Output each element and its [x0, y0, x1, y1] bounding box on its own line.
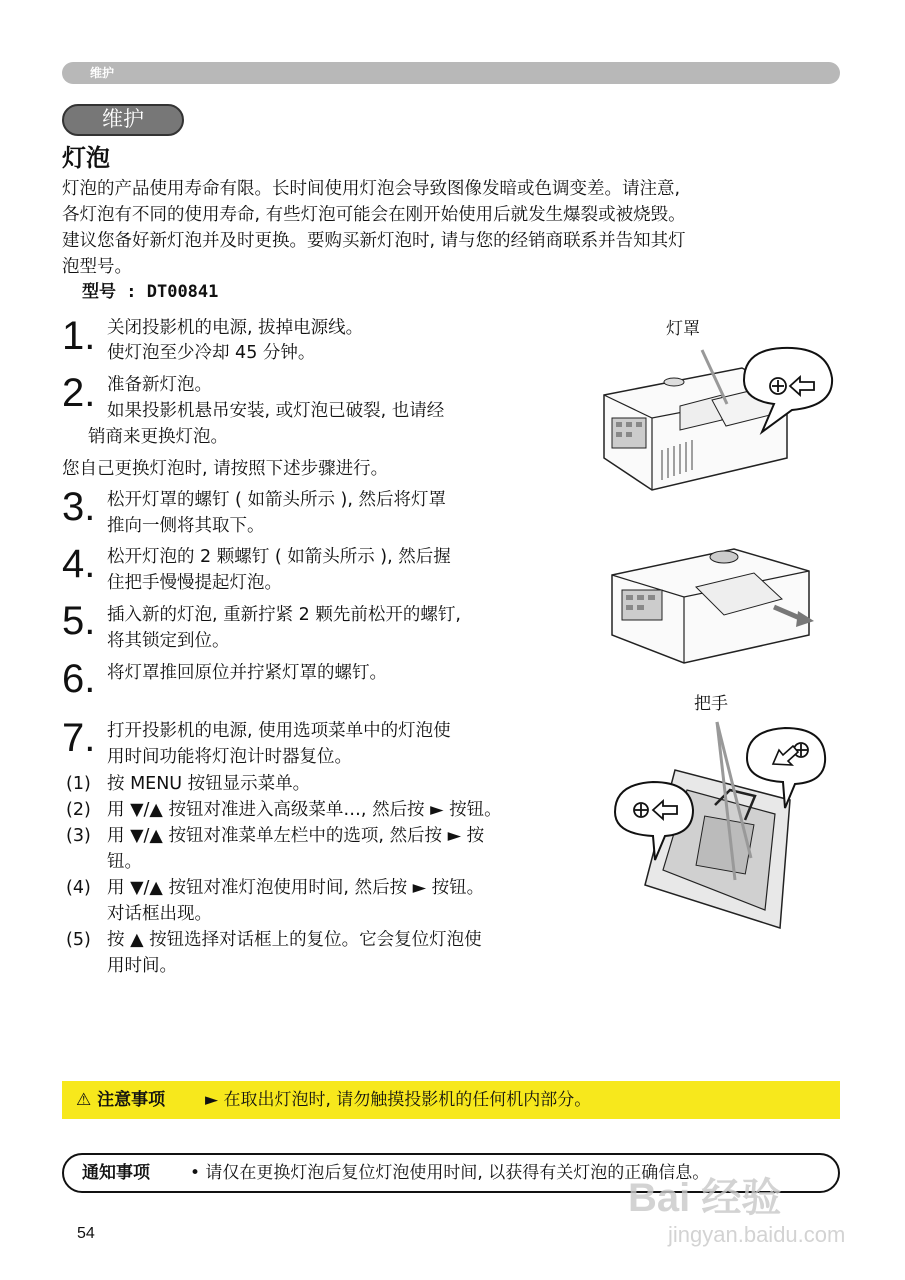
substep-number: (5)	[66, 930, 91, 950]
lamp-handle-label: 把手	[694, 694, 728, 714]
watermark-logo: Bai 经验	[628, 1176, 782, 1220]
step-line: 打开投影机的电源, 使用选项菜单中的灯泡使	[107, 721, 451, 741]
step-number: 3.	[62, 485, 96, 529]
step-line: 销商来更换灯泡。	[88, 427, 228, 447]
intro-paragraph	[62, 176, 842, 280]
step-line: 将灯罩推回原位并拧紧灯罩的螺钉。	[107, 663, 387, 683]
substep-line: 按 MENU 按钮显示菜单。	[107, 774, 311, 794]
lamp-handle-illustration	[605, 710, 845, 935]
intro-line: 建议您备好新灯泡并及时更换。要购买新灯泡时, 请与您的经销商联系并告知其灯	[62, 231, 686, 251]
step-line: 准备新灯泡。	[107, 375, 212, 395]
substep-line: 用 ▼/▲ 按钮对准进入高级菜单…, 然后按 ► 按钮。	[107, 800, 502, 820]
step-line: 如果投影机悬吊安装, 或灯泡已破裂, 也请经	[107, 401, 445, 421]
notice-label: 通知事项	[82, 1163, 150, 1183]
substep-line: 钮。	[107, 852, 142, 872]
model-number	[82, 281, 218, 303]
watermark-url: jingyan.baidu.com	[668, 1222, 846, 1247]
model-value: DT00841	[146, 282, 219, 302]
step-number: 2.	[62, 371, 96, 415]
page-number: 54	[77, 1225, 95, 1242]
projector-cover-removal-illustration	[604, 535, 824, 670]
substep-line: 按 ▲ 按钮选择对话框上的复位。它会复位灯泡使	[107, 930, 482, 950]
substep-number: (2)	[66, 800, 91, 820]
substep-number: (1)	[66, 774, 91, 794]
step-line: 关闭投影机的电源, 拔掉电源线。	[107, 318, 364, 338]
step-number: 5.	[62, 599, 96, 643]
step-number: 4.	[62, 542, 96, 586]
substep-number: (3)	[66, 826, 91, 846]
self-replace-note: 您自己更换灯泡时, 请按照下述步骤进行。	[62, 459, 389, 479]
step-line: 将其锁定到位。	[107, 631, 230, 651]
step-line: 插入新的灯泡, 重新拧紧 2 颗先前松开的螺钉,	[107, 605, 461, 625]
step-line: 住把手慢慢提起灯泡。	[107, 573, 282, 593]
intro-line: 泡型号。	[62, 257, 132, 277]
step-line: 使灯泡至少冷却 45 分钟。	[107, 343, 316, 363]
caution-label: ⚠ 注意事项	[76, 1090, 166, 1110]
step-number: 7.	[62, 716, 96, 760]
intro-line: 各灯泡有不同的使用寿命, 有些灯泡可能会在刚开始使用后就发生爆裂或被烧毁。	[62, 205, 686, 225]
lamp-cover-label: 灯罩	[666, 319, 700, 339]
caution-text: ► 在取出灯泡时, 请勿触摸投影机的任何机内部分。	[205, 1090, 592, 1110]
substep-line: 用 ▼/▲ 按钮对准菜单左栏中的选项, 然后按 ► 按	[107, 826, 485, 846]
step-line: 松开灯泡的 2 颗螺钉 ( 如箭头所示 ), 然后握	[107, 547, 451, 567]
step-number: 6.	[62, 657, 96, 701]
section-pill: 维护	[62, 104, 184, 136]
substep-line: 用 ▼/▲ 按钮对准灯泡使用时间, 然后按 ► 按钮。	[107, 878, 485, 898]
intro-line: 灯泡的产品使用寿命有限。长时间使用灯泡会导致图像发暗或色调变差。请注意,	[62, 179, 681, 199]
section-header-bar	[62, 62, 840, 84]
substep-line: 用时间。	[107, 956, 177, 976]
model-label: 型号 :	[82, 282, 137, 302]
projector-lamp-cover-illustration	[592, 340, 842, 510]
step-line: 松开灯罩的螺钉 ( 如箭头所示 ), 然后将灯罩	[107, 490, 446, 510]
substep-number: (4)	[66, 878, 91, 898]
step-line: 推向一侧将其取下。	[107, 516, 265, 536]
section-header-label: 维护	[90, 66, 115, 80]
step-line: 用时间功能将灯泡计时器复位。	[107, 747, 352, 767]
page-title: 灯泡	[62, 144, 110, 172]
step-number: 1.	[62, 314, 96, 358]
notice-text: • 请仅在更换灯泡后复位灯泡使用时间, 以获得有关灯泡的正确信息。	[190, 1163, 710, 1183]
substep-line: 对话框出现。	[107, 904, 212, 924]
